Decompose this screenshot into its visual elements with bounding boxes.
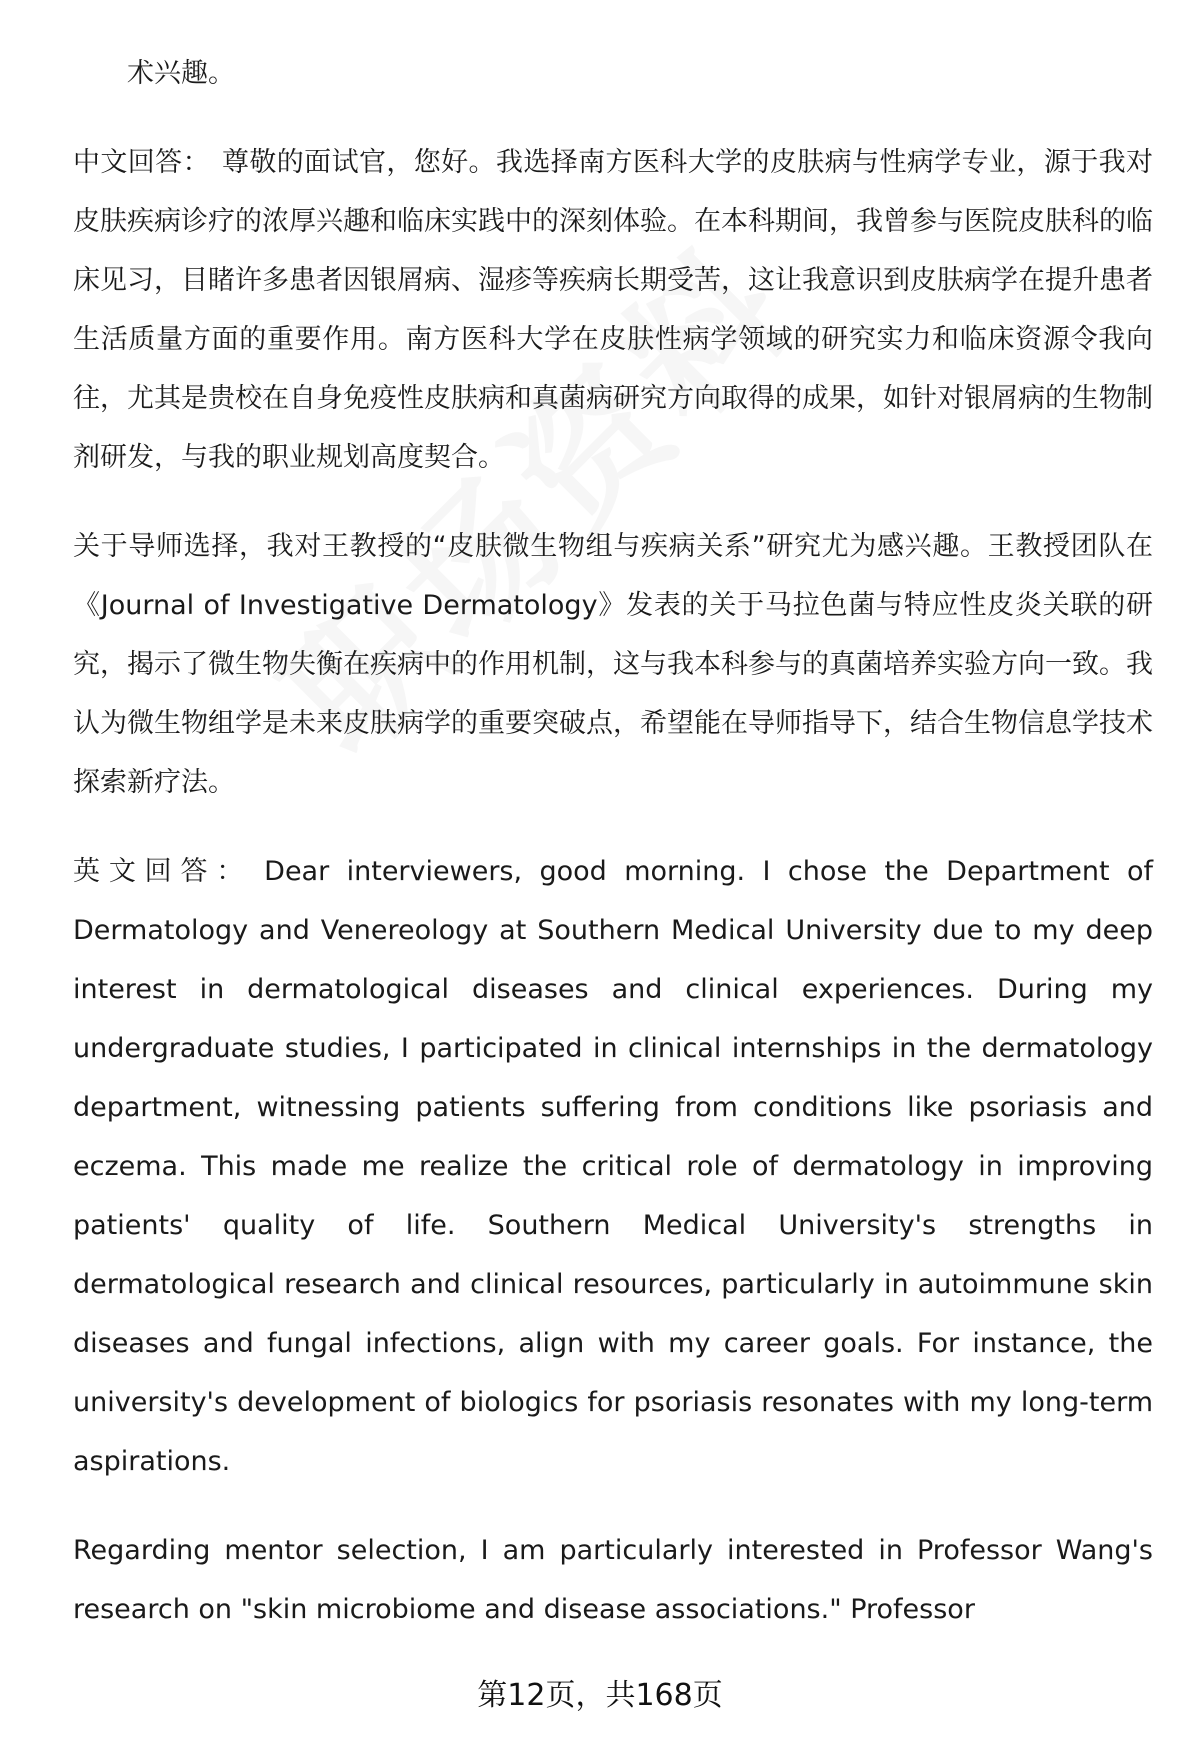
paragraph-label: 中文回答： (73, 147, 210, 178)
paragraph-text: 关于导师选择，我对王教授的“皮肤微生物组与疾病关系”研究尤为感兴趣。王教授团队在《Journal of Investigative Dermatology》发表的关于马拉色菌与特应性皮炎关联的研究，揭示了微生物失衡在疾病中的作用机制，这与我本科参与的真菌培养实验方向一致。我认为微生物组学是未来皮肤病学的重要突破点，希望能在导师指导下，结合生物信息学技术探索新疗法。 (73, 531, 1153, 798)
document-body (73, 44, 1153, 1669)
paragraph-label: 英文回答： (73, 856, 253, 887)
paragraph-text: 术兴趣。 (127, 58, 235, 89)
paragraph-text: 尊敬的面试官，您好。我选择南方医科大学的皮肤病与性病学专业，源于我对皮肤疾病诊疗的浓厚兴趣和临床实践中的深刻体验。在本科期间，我曾参与医院皮肤科的临床见习，目睹许多患者因银屑病、湿疹等疾病长期受苦，这让我意识到皮肤病学在提升患者生活质量方面的重要作用。南方医科大学在皮肤性病学领域的研究实力和临床资源令我向往，尤其是贵校在自身免疫性皮肤病和真菌病研究方向取得的成果，如针对银屑病的生物制剂研发，与我的职业规划高度契合。 (73, 147, 1154, 473)
paragraph-mentor-english (73, 1521, 1153, 1639)
paragraph-chinese-answer (73, 133, 1153, 487)
paragraph-mentor-chinese (73, 517, 1153, 812)
page-number-footer: 第12页，共168页 (477, 1678, 723, 1713)
paragraph-continuation (73, 44, 1153, 103)
paragraph-text: Regarding mentor selection, I am particularly interested in Professor Wang's research on "skin microbiome and disease associations." Professor (73, 1535, 1153, 1625)
paragraph-text: Dear interviewers, good morning. I chose the Department of Dermatology and Venereology at Southern Medical University due to my deep interest in dermatological diseases and clinical experiences. During my undergraduate studies, I participated in clinical internships in the dermatology department, witnessing patients suffering from conditions like psoriasis and eczema. This made me realize the critical role of dermatology in improving patients' quality of life. Southern Medical University's strengths in dermatological research and clinical resources, particularly in autoimmune skin diseases and fungal infections, align with my career goals. For instance, the university's development of biologics for psoriasis resonates with my long-term aspirations. (73, 856, 1154, 1477)
paragraph-english-answer (73, 842, 1153, 1491)
